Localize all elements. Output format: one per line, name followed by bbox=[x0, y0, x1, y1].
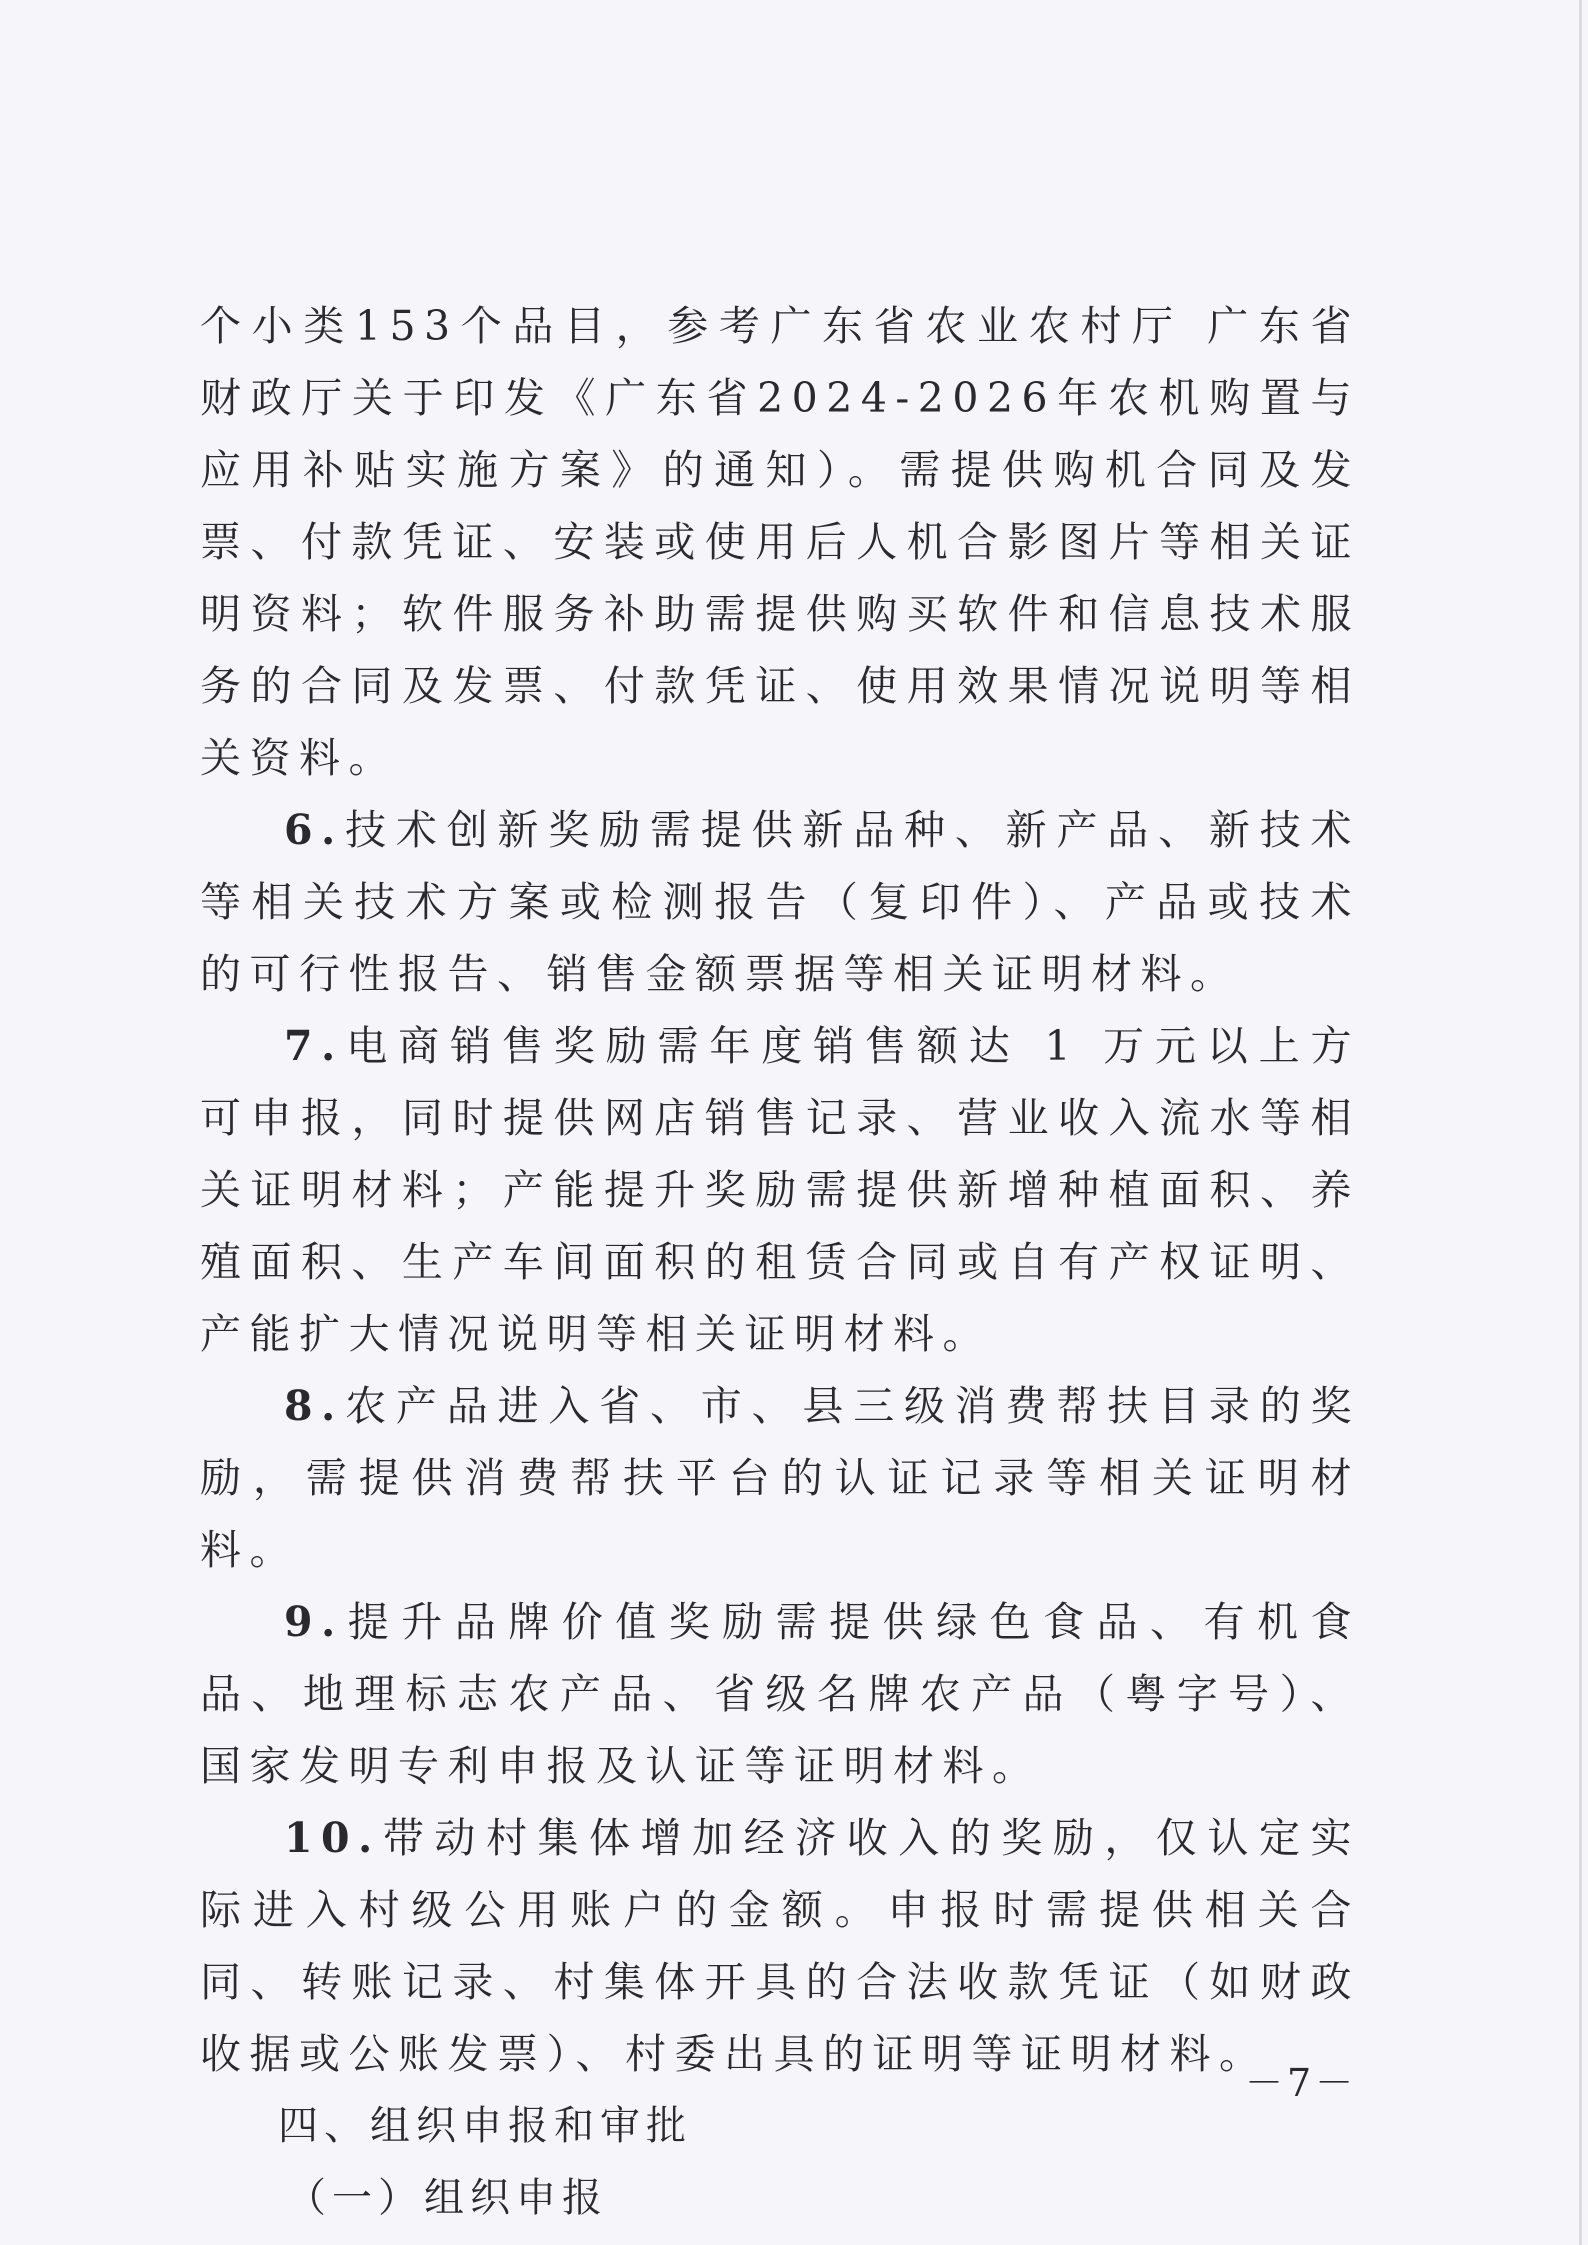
paragraph-item-7 bbox=[200, 1010, 1360, 1370]
paragraph-item-9 bbox=[200, 1586, 1360, 1802]
item-number: 6. bbox=[284, 806, 344, 854]
item-number: 10. bbox=[284, 1814, 381, 1862]
item-number: 9. bbox=[284, 1598, 344, 1646]
scan-edge-line bbox=[1579, 0, 1582, 2245]
paragraph-item-10 bbox=[200, 1802, 1360, 2090]
item-number: 8. bbox=[284, 1382, 344, 1430]
paragraph-text: 个小类153个品目，参考广东省农业农村厅 广东省财政厅关于印发《广东省2024-2026年农机购置与应用补贴实施方案》的通知）。需提供购机合同及发票、付款凭证、安装或使用后人机合影图片等相关证明资料；软件服务补助需提供购买软件和信息技术服务的合同及发票、付款凭证、使用效果情况说明等相关资料。 bbox=[200, 302, 1360, 782]
paragraph-text: 带动村集体增加经济收入的奖励，仅认定实际进入村级公用账户的金额。申报时需提供相关合同、转账记录、村集体开具的合法收款凭证（如财政收据或公账发票）、村委出具的证明等证明材料。 bbox=[200, 1814, 1360, 2078]
paragraph-text: 提升品牌价值奖励需提供绿色食品、有机食品、地理标志农产品、省级名牌农产品（粤字号）、国家发明专利申报及认证等证明材料。 bbox=[200, 1598, 1360, 1790]
sub-heading: （一）组织申报 bbox=[286, 2175, 608, 2221]
paragraph-text: 技术创新奖励需提供新品种、新产品、新技术等相关技术方案或检测报告（复印件）、产品或技术的可行性报告、销售金额票据等相关证明材料。 bbox=[200, 806, 1360, 998]
section-heading: 四、组织申报和审批 bbox=[278, 2103, 692, 2149]
paragraph-text: 电商销售奖励需年度销售额达 1 万元以上方可申报，同时提供网店销售记录、营业收入流水等相关证明材料；产能提升奖励需提供新增种植面积、养殖面积、生产车间面积的租赁合同或自有产权证明、产能扩大情况说明等相关证明材料。 bbox=[200, 1022, 1360, 1358]
page-number: －7－ bbox=[1245, 2061, 1358, 2105]
paragraph-text: 农产品进入省、市、县三级消费帮扶目录的奖励，需提供消费帮扶平台的认证记录等相关证明材料。 bbox=[200, 1382, 1360, 1574]
paragraph-continuation bbox=[200, 290, 1360, 794]
paragraph-item-8 bbox=[200, 1370, 1360, 1586]
item-number: 7. bbox=[284, 1022, 344, 1070]
paragraph-item-6 bbox=[200, 794, 1360, 1010]
document-body bbox=[200, 290, 1360, 2234]
